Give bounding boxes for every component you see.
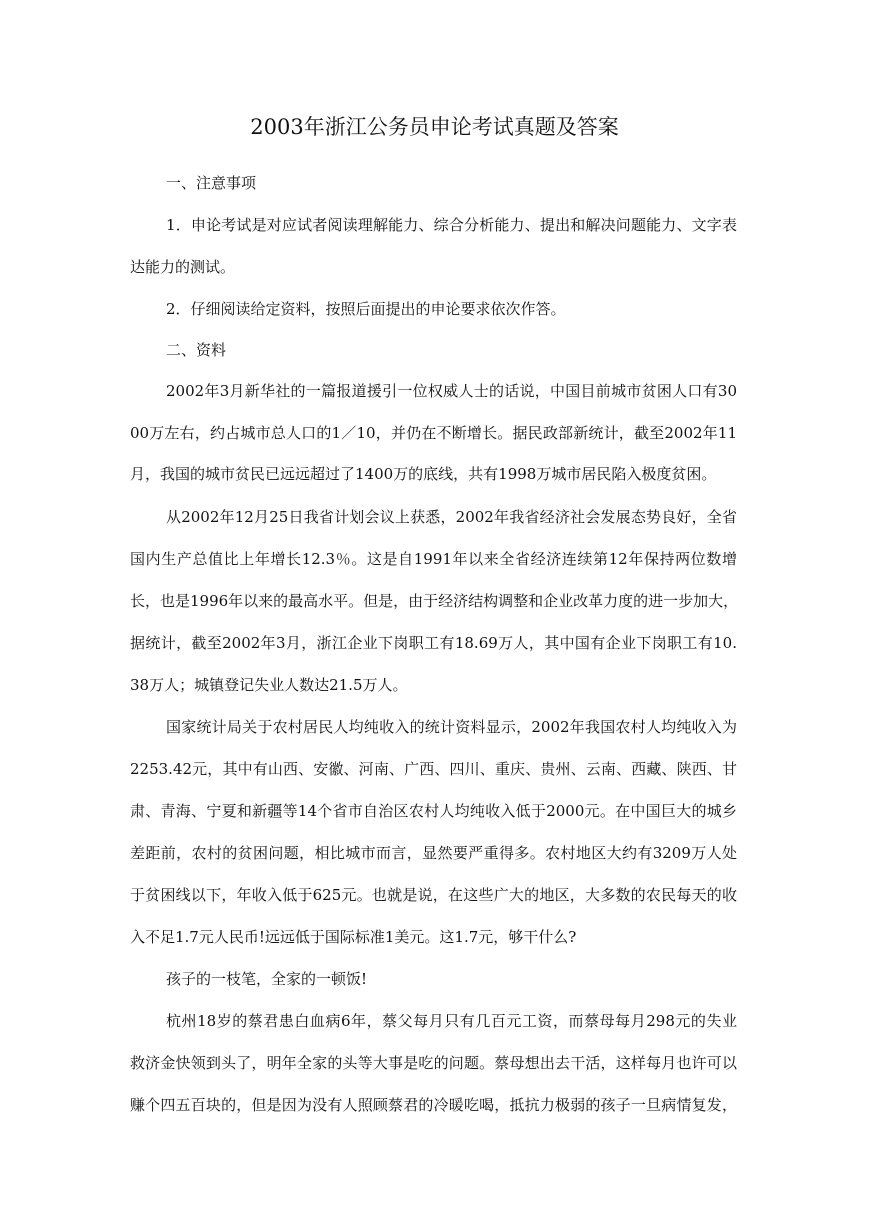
- body-line: 杭州18岁的蔡君患白血病6年，蔡父每月只有几百元工资，而蔡母每月298元的失业: [166, 1012, 737, 1030]
- body-line: 国家统计局关于农村居民人均纯收入的统计资料显示，2002年我国农村人均纯收入为: [166, 718, 737, 736]
- section-heading: 二、资料: [166, 341, 227, 359]
- body-line: 据统计，截至2002年3月，浙江企业下岗职工有18.69万人，其中国有企业下岗职工有10.: [130, 634, 737, 652]
- body-line: 救济金快领到头了，明年全家的头等大事是吃的问题。蔡母想出去干活，这样每月也许可以: [130, 1054, 737, 1072]
- section-heading: 一、注意事项: [166, 174, 257, 192]
- body-line: 月，我国的城市贫民已远远超过了1400万的底线，共有1998万城市居民陷入极度贫困。: [130, 465, 717, 483]
- body-line: 2．仔细阅读给定资料，按照后面提出的申论要求依次作答。: [166, 300, 566, 318]
- body-line: 长，也是1996年以来的最高水平。但是，由于经济结构调整和企业改革力度的进一步加大，: [130, 592, 739, 610]
- body-line: 2002年3月新华社的一篇报道援引一位权威人士的话说，中国目前城市贫困人口有30: [166, 382, 737, 400]
- body-line: 1．申论考试是对应试者阅读理解能力、综合分析能力、提出和解决问题能力、文字表: [166, 216, 737, 234]
- body-line: 00万左右，约占城市总人口的1／10，并仍在不断增长。据民政部新统计，截至2002年11: [130, 424, 737, 442]
- document-title: 2003年浙江公务员申论考试真题及答案: [250, 115, 619, 139]
- body-line: 38万人；城镇登记失业人数达21.5万人。: [130, 676, 408, 694]
- body-line: 差距前，农村的贫困问题，相比城市而言，显然要严重得多。农村地区大约有3209万人处: [130, 844, 737, 862]
- body-line: 入不足1.7元人民币!远远低于国际标准1美元。这1.7元，够干什么?: [130, 928, 577, 946]
- body-line: 赚个四五百块的，但是因为没有人照顾蔡君的冷暖吃喝，抵抗力极弱的孩子一旦病情复发，: [130, 1096, 737, 1114]
- body-line: 国内生产总值比上年增长12.3％。这是自1991年以来全省经济连续第12年保持两位数增: [130, 550, 737, 568]
- body-line: 2253.42元，其中有山西、安徽、河南、广西、四川、重庆、贵州、云南、西藏、陕西、甘: [130, 760, 737, 778]
- body-line: 达能力的测试。: [130, 258, 236, 276]
- body-line: 肃、青海、宁夏和新疆等14个省市自治区农村人均纯收入低于2000元。在中国巨大的城乡: [130, 802, 737, 820]
- body-line: 从2002年12月25日我省计划会议上获悉，2002年我省经济社会发展态势良好，全省: [166, 508, 737, 526]
- body-line: 孩子的一枝笔，全家的一顿饭!: [166, 970, 368, 988]
- body-line: 于贫困线以下，年收入低于625元。也就是说，在这些广大的地区，大多数的农民每天的收: [130, 886, 737, 904]
